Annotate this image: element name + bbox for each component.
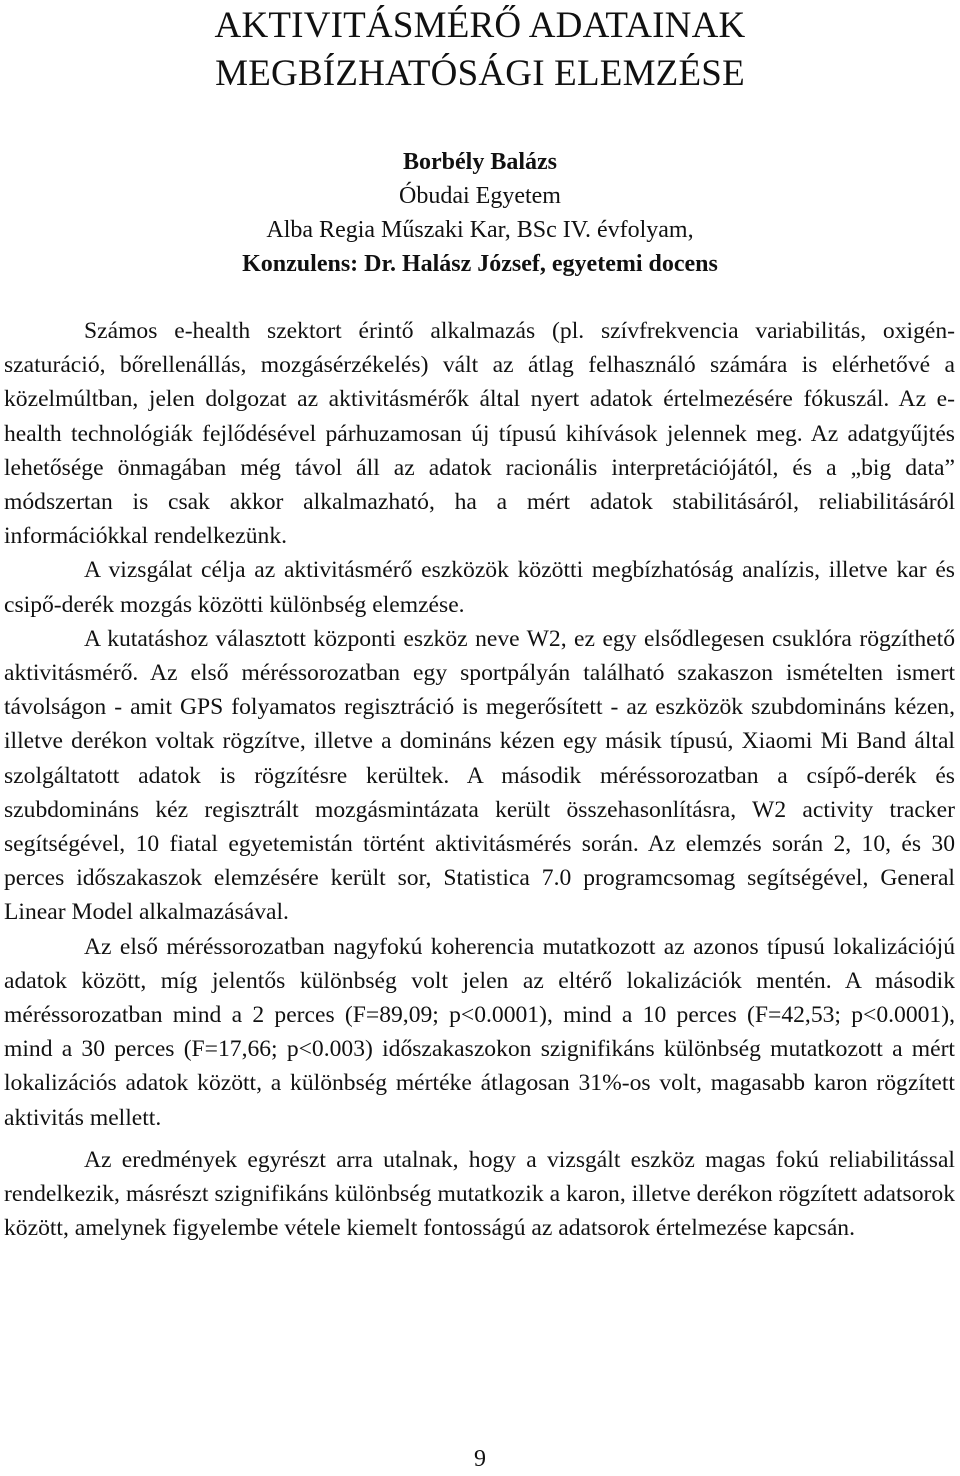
author-supervisor: Konzulens: Dr. Halász József, egyetemi docens xyxy=(242,251,718,277)
author-name: Borbély Balázs xyxy=(403,149,557,175)
paragraph-1: Számos e-health szektort érintő alkalmazás (pl. szívfrekvencia variabilitás, oxigén-szaturáció, bőrellenállás, mozgásérzékelés) vált az átlag felhasználó számára is elérhetővé a közelmúltban, jelen dolgozat az aktivitásmérők által nyert adatok értelmezésére fókuszál. Az e-health technológiák fejlődésével párhuzamosan új típusú kihívások jelennek meg. Az adatgyűjtés lehetősége önmagában még távol áll az adatok racionális interpretációjától, és a „big data” módszertan is csak akkor alkalmazható, ha a mért adatok stabilitásáról, reliabilitásáról információkkal rendelkezünk. xyxy=(4,318,955,550)
page-number: 9 xyxy=(474,1446,486,1472)
author-institution: Óbudai Egyetem xyxy=(399,183,561,209)
paragraph-2: A vizsgálat célja az aktivitásmérő eszközök közötti megbízhatóság analízis, illetve kar és csipő-derék mozgás közötti különbség elemzése. xyxy=(4,557,955,618)
title-line-1: AKTIVITÁSMÉRŐ ADATAINAK xyxy=(214,5,746,46)
author-faculty: Alba Regia Műszaki Kar, BSc IV. évfolyam, xyxy=(266,217,694,243)
abstract-body xyxy=(4,314,955,1245)
paragraph-5: Az eredmények egyrészt arra utalnak, hogy a vizsgált eszköz magas fokú reliabilitással rendelkezik, másrészt szignifikáns különbség mutatkozik a karon, illetve derékon rögzített adatsorok között, amelynek figyelembe vétele kiemelt fontosságú az adatsorok értelmezése kapcsán. xyxy=(4,1146,955,1242)
title-line-2: MEGBÍZHATÓSÁGI ELEMZÉSE xyxy=(215,53,745,94)
page-title xyxy=(0,2,960,98)
paragraph-3: A kutatáshoz választott központi eszköz neve W2, ez egy elsődlegesen csuklóra rögzíthető aktivitásmérő. Az első méréssorozatban egy sportpályán található szakaszon ismételten ismert távolságon - amit GPS folyamatos regisztráció is megerősített - az eszközök szubdomináns kézen, illetve derékon voltak rögzítve, illetve a domináns kézen egy másik típusú, Xiaomi Mi Band által szolgáltatott adatok is rögzítésre kerültek. A második méréssorozatban a csípő-derék és szubdomináns kéz regisztrált mozgásmintázata került összehasonlításra, W2 activity tracker segítségével, 10 fiatal egyetemistán történt aktivitásmérés során. Az elemzés során 2, 10, és 30 perces időszakaszok elemzésére került sor, Statistica 7.0 programcsomag segítségével, General Linear Model alkalmazásával. xyxy=(4,625,955,926)
paragraph-4: Az első méréssorozatban nagyfokú koherencia mutatkozott az azonos típusú lokalizációjú adatok között, míg jelentős különbség volt jelen az eltérő lokalizációk mentén. A második méréssorozatban mind a 2 perces (F=89,09; p<0.0001), mind a 10 perces (F=42,53; p<0.0001), mind a 30 perces (F=17,66; p<0.003) időszakaszokon szignifikáns különbség mutatkozott a mért lokalizációs adatok között, a különbség mértéke átlagosan 31%-os volt, magasabb karon rögzített aktivitás mellett. xyxy=(4,933,955,1131)
author-block xyxy=(0,145,960,281)
